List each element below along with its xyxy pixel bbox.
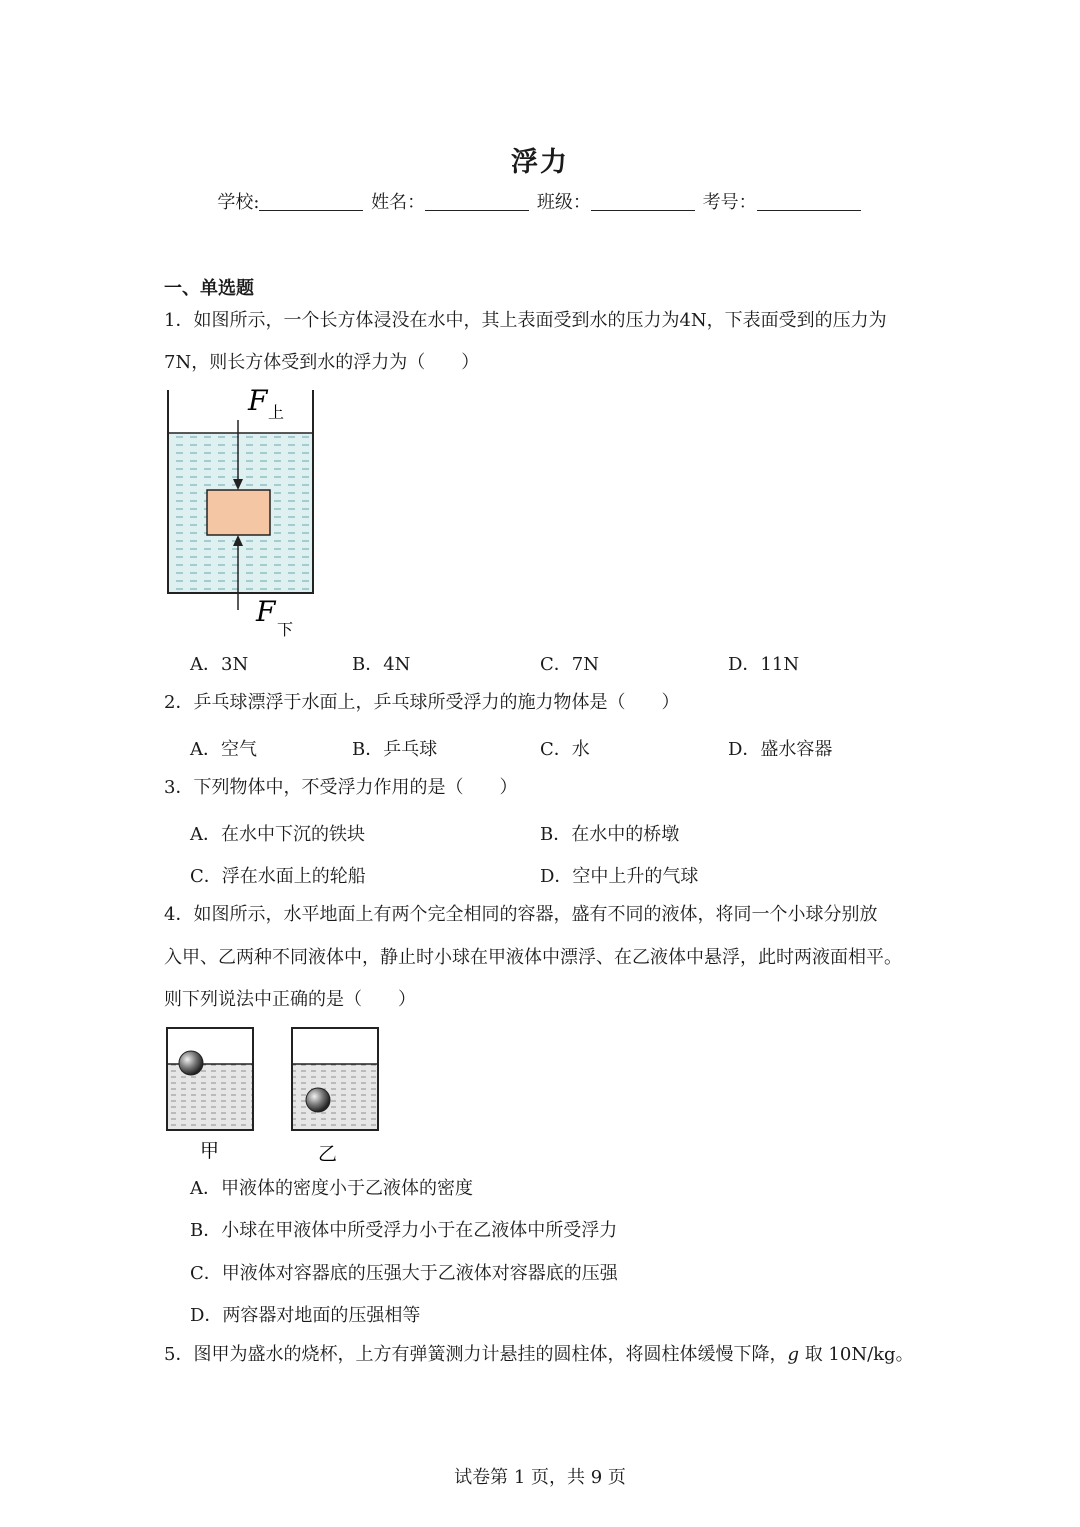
question-4-figure	[160, 1020, 390, 1165]
question-1-option-c[interactable]: C．7N	[540, 654, 599, 675]
question-4-option-c[interactable]: C．甲液体对容器底的压强大于乙液体对容器底的压强	[190, 1263, 618, 1284]
question-5-text-before: 5．图甲为盛水的烧杯，上方有弹簧测力计悬挂的圆柱体，将圆柱体缓慢下降，	[164, 1344, 788, 1365]
f-bottom-symbol: F	[256, 595, 276, 628]
section-title: 一、单选题	[164, 278, 254, 299]
f-bottom-subscript: 下	[277, 620, 294, 639]
right-ball	[306, 1088, 330, 1112]
name-label: 姓名：	[371, 192, 426, 213]
question-4-line-3: 则下列说法中正确的是（ ）	[164, 989, 416, 1010]
question-3-line-1: 3．下列物体中，不受浮力作用的是（ ）	[164, 777, 518, 798]
f-top-symbol: F	[248, 385, 268, 417]
question-2-option-a[interactable]: A．空气	[190, 739, 257, 760]
question-3-option-c[interactable]: C．浮在水面上的轮船	[190, 866, 366, 887]
question-2-option-b[interactable]: B．乒乓球	[352, 739, 438, 760]
question-1-option-b[interactable]: B．4N	[352, 654, 411, 675]
question-1-option-a[interactable]: A．3N	[190, 654, 249, 675]
question-2-option-c[interactable]: C．水	[540, 739, 590, 760]
question-4-option-d[interactable]: D．两容器对地面的压强相等	[190, 1305, 421, 1326]
g-symbol: g	[787, 1344, 799, 1365]
exam-number-label: 考号：	[702, 192, 757, 213]
f-top-subscript: 上	[268, 403, 285, 422]
left-ball	[179, 1051, 203, 1075]
question-2-option-d[interactable]: D．盛水容器	[728, 739, 833, 760]
student-info-line	[0, 188, 1080, 214]
school-blank[interactable]	[259, 192, 363, 211]
question-1-line-1: 1．如图所示，一个长方体浸没在水中，其上表面受到水的压力为4N，下表面受到的压力为	[164, 310, 887, 331]
question-4-option-b[interactable]: B．小球在甲液体中所受浮力小于在乙液体中所受浮力	[190, 1220, 618, 1241]
label-jia: 甲	[200, 1140, 220, 1162]
question-4-line-1: 4．如图所示，水平地面上有两个完全相同的容器，盛有不同的液体，将同一个小球分别放	[164, 904, 878, 925]
question-5-line-1	[164, 1334, 914, 1376]
left-liquid-dashes	[167, 1064, 253, 1130]
question-3-option-b[interactable]: B．在水中的桥墩	[540, 824, 680, 845]
question-3-option-d[interactable]: D．空中上升的气球	[540, 866, 699, 887]
question-4-option-a[interactable]: A．甲液体的密度小于乙液体的密度	[190, 1178, 473, 1199]
exam-number-blank[interactable]	[757, 192, 861, 211]
right-liquid-dashes	[292, 1064, 378, 1130]
page-footer: 试卷第 1 页，共 9 页	[454, 1467, 626, 1488]
class-blank[interactable]	[591, 192, 695, 211]
question-1-figure	[160, 385, 330, 645]
school-label: 学校:	[217, 192, 260, 213]
question-1-line-2: 7N，则长方体受到水的浮力为（ ）	[164, 352, 480, 373]
rectangular-block	[207, 490, 270, 535]
page-title: 浮力	[511, 147, 569, 178]
class-label: 班级：	[536, 192, 591, 213]
question-4-line-2: 入甲、乙两种不同液体中，静止时小球在甲液体中漂浮、在乙液体中悬浮，此时两液面相平。	[164, 947, 902, 968]
label-yi: 乙	[318, 1143, 338, 1165]
question-1-option-d[interactable]: D．11N	[728, 654, 800, 675]
question-2-line-1: 2．乒乓球漂浮于水面上，乒乓球所受浮力的施力物体是（ ）	[164, 692, 680, 713]
question-3-option-a[interactable]: A．在水中下沉的铁块	[190, 824, 365, 845]
name-blank[interactable]	[425, 192, 529, 211]
question-5-text-after: 取 10N/kg。	[798, 1344, 914, 1365]
